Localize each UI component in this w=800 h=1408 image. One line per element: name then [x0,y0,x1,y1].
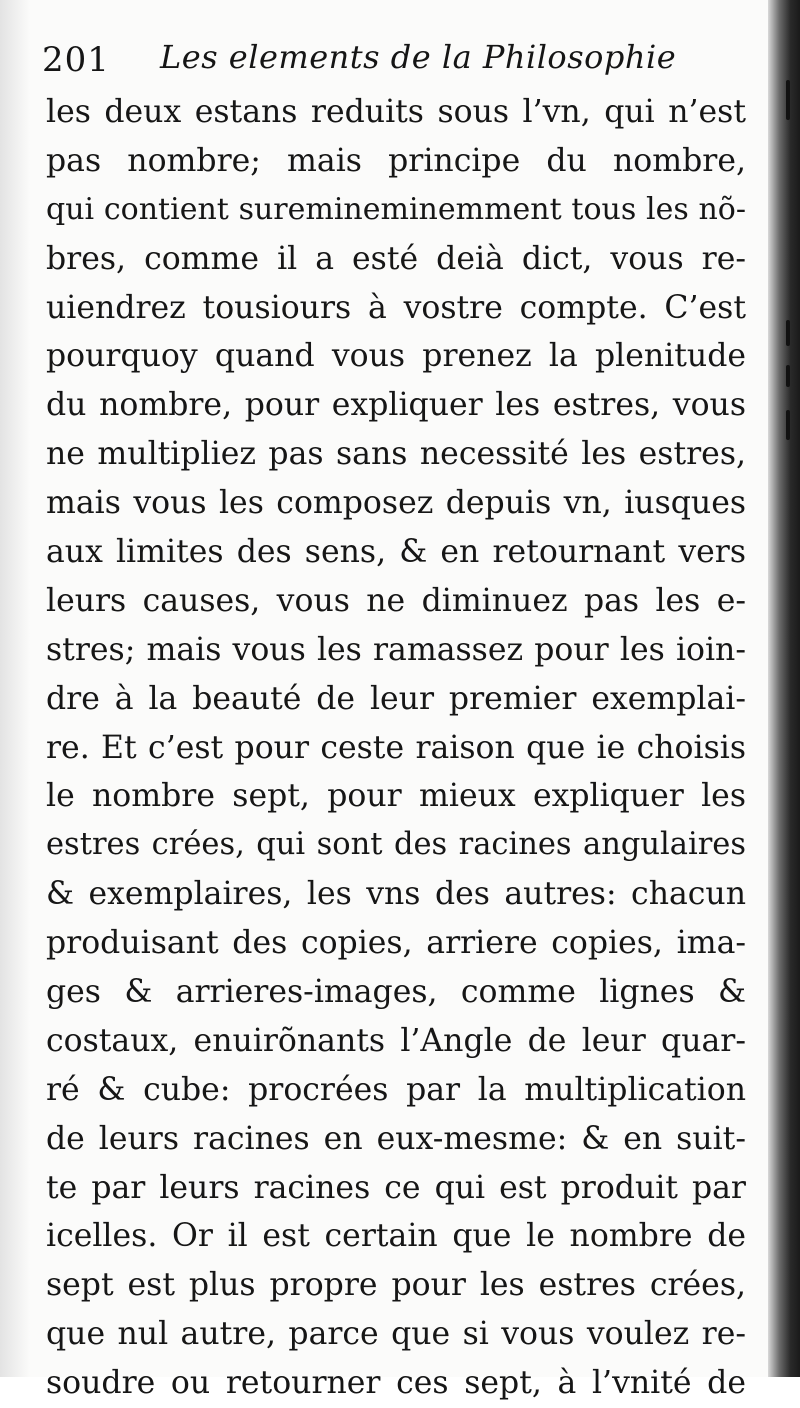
text-line: & exemplaires, les vns des autres: chacun [46,876,746,913]
text-line: de leurs racines en eux-mesme: & en suit- [46,1120,746,1157]
text-line: estres crées, qui sont des racines angulaires [46,827,746,863]
text-line: mais vous les composez depuis vn, iusques [46,485,746,522]
text-line: costaux, enuirõnants l’Angle de leur quar- [46,1022,746,1059]
text-line: que nul autre, parce que si vous voulez re- [46,1316,746,1353]
text-line: soudre ou retourner ces sept, à l’vnité de [46,1365,746,1402]
text-line: icelles. Or il est certain que le nombre de [46,1218,746,1255]
text-line: te par leurs racines ce qui est produit par [46,1169,746,1206]
text-line: leurs causes, vous ne diminuez pas les e- [46,582,746,619]
text-line: uiendrez tousiours à vostre compte. C’est [46,289,746,326]
text-line: ré & cube: procrées par la multiplication [46,1071,746,1108]
body-text [46,88,746,1408]
text-line: dre à la beauté de leur premier exemplai- [46,680,746,717]
facing-page-marks [768,0,800,1377]
text-line: les deux estans reduits sous l’vn, qui n’est [46,94,746,130]
text-line: le nombre sept, pour mieux expliquer les [46,778,746,815]
text-line: pourquoy quand vous prenez la plenitude [46,338,746,375]
page-header [42,38,742,88]
text-line: stres; mais vous les ramassez pour les ioin- [46,631,746,668]
text-line: bres, comme il a esté deià dict, vous re- [46,240,746,277]
text-line: du nombre, pour expliquer les estres, vous [46,387,746,424]
text-line: produisant des copies, arriere copies, ima- [46,925,746,962]
edge-mark [786,365,790,387]
page-gutter-shadow [0,0,30,1377]
running-title: Les elements de la Philosophie [160,38,677,76]
text-line: aux limites des sens, & en retournant vers [46,534,746,571]
edge-mark [786,320,790,346]
text-line: re. Et c’est pour ceste raison que ie choisis [46,729,746,766]
text-line: sept est plus propre pour les estres crées, [46,1267,746,1304]
text-line: ne multipliez pas sans necessité les estres, [46,436,746,473]
text-line: pas nombre; mais principe du nombre, [46,142,746,179]
page-number: 201 [42,40,110,80]
edge-mark [786,80,790,120]
edge-mark [786,410,790,440]
text-line: ges & arrieres-images, comme lignes & [46,974,746,1011]
text-line: qui contient suremineminemment tous les nõ- [46,191,746,227]
